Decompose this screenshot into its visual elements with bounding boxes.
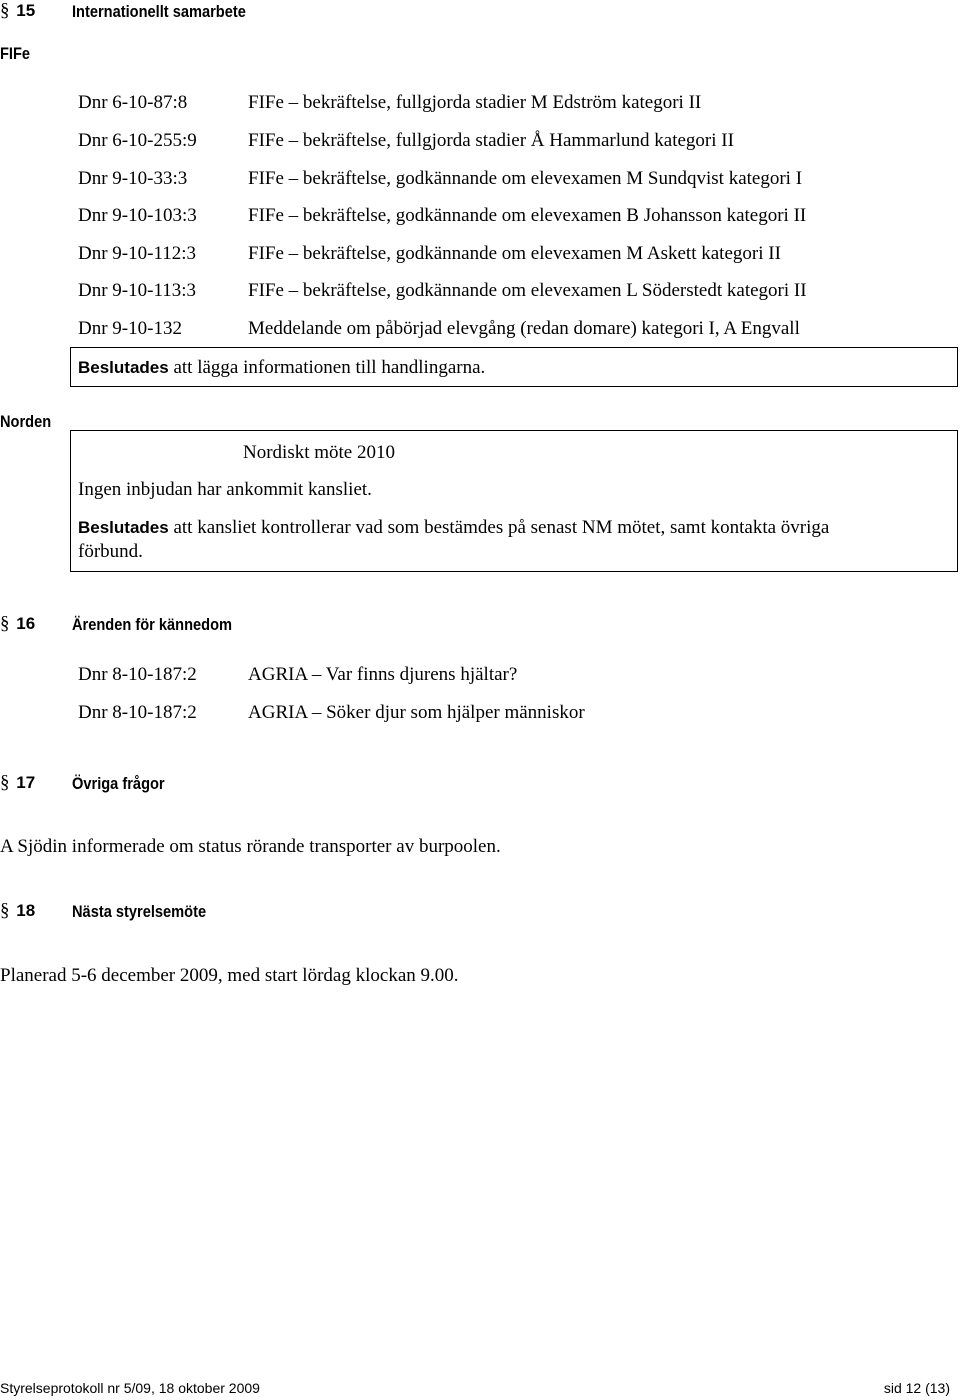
- list-item: [78, 318, 938, 342]
- case-number: Dnr 9-10-132: [78, 318, 182, 339]
- list-item: [78, 92, 938, 116]
- case-number: Dnr 6-10-87:8: [78, 92, 188, 113]
- decision-text: [78, 517, 829, 539]
- section-number: 17: [16, 773, 36, 792]
- case-number: Dnr 8-10-187:2: [78, 702, 197, 723]
- footer-page-number: sid 12 (13): [883, 1380, 950, 1396]
- case-number: Dnr 9-10-112:3: [78, 243, 197, 264]
- case-description: AGRIA – Söker djur som hjälper människor: [248, 702, 585, 723]
- case-number: Dnr 6-10-255:9: [78, 130, 197, 151]
- list-item: [78, 243, 938, 267]
- decision-label: Beslutades: [78, 358, 169, 377]
- case-number: Dnr 8-10-187:2: [78, 664, 197, 685]
- fife-decision-box: [70, 347, 958, 387]
- paragraph-sign: §: [0, 900, 10, 921]
- case-description: FIFe – bekräftelse, godkännande om elevexamen M Askett kategori II: [248, 243, 781, 264]
- list-item: [78, 130, 938, 154]
- section-title: Övriga frågor: [72, 774, 165, 793]
- case-number: Dnr 9-10-113:3: [78, 280, 197, 301]
- decision-label: Beslutades: [78, 518, 169, 537]
- case-description: FIFe – bekräftelse, godkännande om elevexamen L Söderstedt kategori II: [248, 280, 807, 301]
- list-item: [78, 702, 938, 726]
- section-18-text: Planerad 5-6 december 2009, med start lördag klockan 9.00.: [0, 965, 459, 986]
- section-number: 15: [16, 1, 36, 20]
- decision-continuation: förbund.: [78, 541, 143, 562]
- norden-box: [70, 430, 958, 572]
- case-description: FIFe – bekräftelse, godkännande om elevexamen M Sundqvist kategori I: [248, 168, 803, 189]
- footer-left: Styrelseprotokoll nr 5/09, 18 oktober 2009: [0, 1380, 260, 1396]
- section-title: Nästa styrelsemöte: [72, 902, 207, 921]
- section-16-heading: [0, 613, 35, 635]
- fife-heading: FIFe: [0, 44, 31, 63]
- paragraph-sign: §: [0, 0, 10, 21]
- decision-body: att kansliet kontrollerar vad som bestämdes på senast NM mötet, samt kontakta övriga: [168, 517, 830, 538]
- case-description: FIFe – bekräftelse, fullgjorda stadier M Edström kategori II: [248, 92, 702, 113]
- case-number: Dnr 9-10-103:3: [78, 205, 197, 226]
- decision-body: att lägga informationen till handlingarna.: [168, 357, 486, 378]
- section-17-heading: [0, 772, 35, 794]
- case-number: Dnr 9-10-33:3: [78, 168, 188, 189]
- paragraph-sign: §: [0, 613, 10, 634]
- section-15-heading: [0, 0, 35, 22]
- list-item: [78, 168, 938, 192]
- section-number: 16: [16, 614, 36, 633]
- section-18-heading: [0, 900, 35, 922]
- paragraph-sign: §: [0, 772, 10, 793]
- section-17-text: A Sjödin informerade om status rörande transporter av burpoolen.: [0, 836, 501, 857]
- case-description: FIFe – bekräftelse, godkännande om elevexamen B Johansson kategori II: [248, 205, 807, 226]
- norden-subheading: Nordiskt möte 2010: [243, 442, 395, 463]
- list-item: [78, 664, 938, 688]
- section-title: Ärenden för kännedom: [72, 615, 233, 634]
- list-item: [78, 205, 938, 229]
- section-number: 18: [16, 901, 36, 920]
- norden-heading: Norden: [0, 412, 52, 431]
- case-description: AGRIA – Var finns djurens hjältar?: [248, 664, 518, 685]
- decision-text: [78, 357, 485, 379]
- norden-text: Ingen inbjudan har ankommit kansliet.: [78, 479, 372, 500]
- section-title: Internationellt samarbete: [72, 2, 246, 21]
- case-description: Meddelande om påbörjad elevgång (redan domare) kategori I, A Engvall: [248, 318, 800, 339]
- list-item: [78, 280, 938, 304]
- case-description: FIFe – bekräftelse, fullgjorda stadier Å Hammarlund kategori II: [248, 130, 734, 151]
